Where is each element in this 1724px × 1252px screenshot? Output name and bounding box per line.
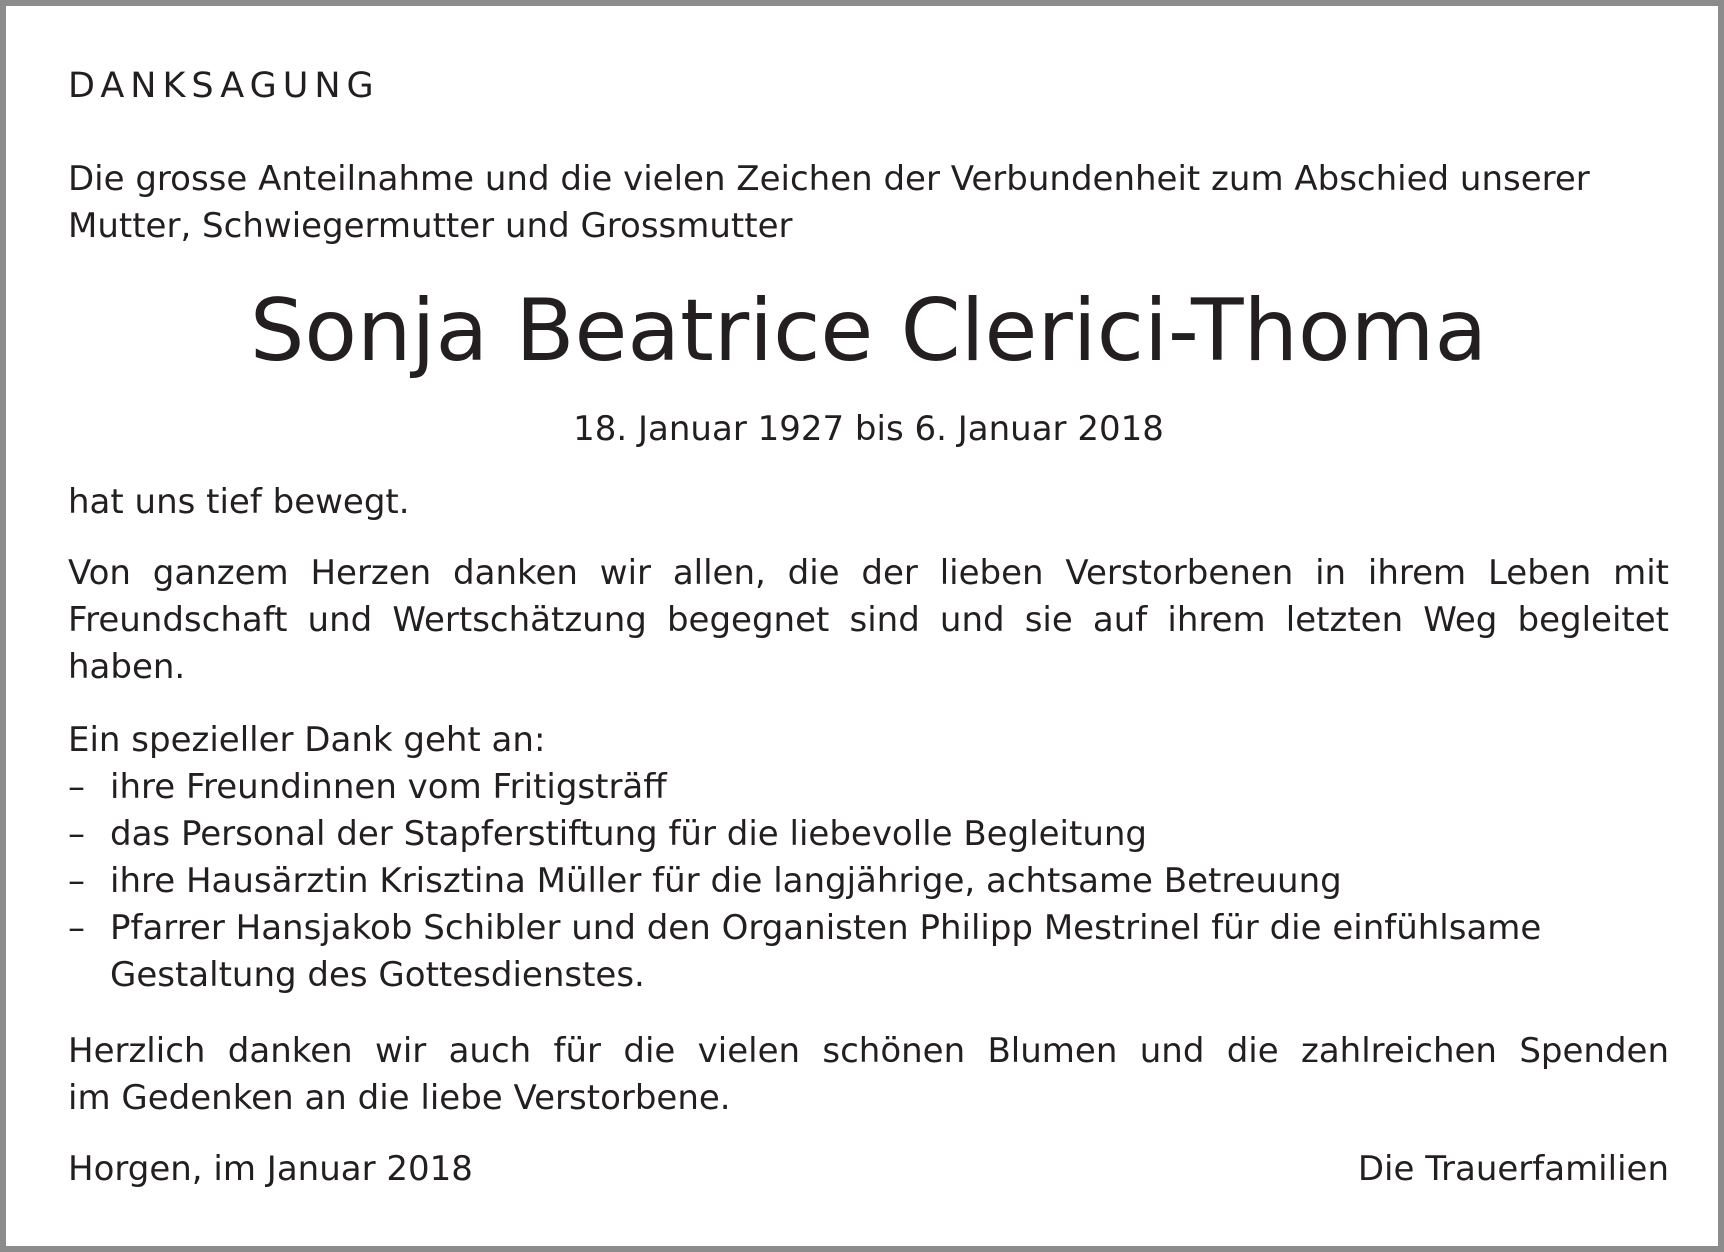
thanks-line: Von ganzem Herzen danken wir allen, die der lieben Verstorbenen in ihrem Leben mit [68, 553, 1669, 593]
intro-paragraph [68, 156, 1669, 250]
flowers-line: im Gedenken an die liebe Verstorbene. [68, 1078, 731, 1118]
flowers-line: Herzlich danken wir auch für die vielen schönen Blumen und die zahlreichen Spenden [68, 1031, 1669, 1071]
list-item [68, 858, 1669, 905]
thanks-paragraph [68, 550, 1669, 691]
deceased-name: Sonja Beatrice Clerici-Thoma [249, 281, 1488, 381]
list-item-text: Pfarrer Hansjakob Schibler und den Organisten Philipp Mestrinel für die einfühlsame [110, 908, 1542, 948]
list-item-text: Gestaltung des Gottesdienstes. [110, 955, 645, 995]
special-thanks-intro: Ein spezieller Dank geht an: [68, 720, 546, 760]
signature: Die Trauerfamilien [1357, 1149, 1669, 1189]
flowers-paragraph [68, 1028, 1669, 1122]
list-item [68, 811, 1669, 858]
place-date: Horgen, im Januar 2018 [68, 1149, 473, 1189]
dash-bullet: – [68, 767, 85, 807]
list-item [68, 764, 1669, 811]
thanks-line: Freundschaft und Wertschätzung begegnet sind und sie auf ihrem letzten Weg begleitet [68, 600, 1669, 640]
intro-line: Mutter, Schwiegermutter und Grossmutter [68, 206, 793, 246]
list-item-text: das Personal der Stapferstiftung für die liebevolle Begleitung [110, 814, 1147, 854]
life-dates: 18. Januar 1927 bis 6. Januar 2018 [573, 409, 1164, 449]
thanks-line: haben. [68, 647, 186, 687]
intro-line: Die grosse Anteilnahme und die vielen Zeichen der Verbundenheit zum Abschied unserer [68, 159, 1590, 199]
list-item-text: ihre Freundinnen vom Fritigsträff [110, 767, 667, 807]
dash-bullet: – [68, 814, 85, 854]
dash-bullet: – [68, 908, 85, 948]
dash-bullet: – [68, 861, 85, 901]
list-item [68, 905, 1669, 999]
moved-line: hat uns tief bewegt. [68, 482, 410, 522]
notice-heading: DANKSAGUNG [68, 66, 380, 106]
special-thanks-section [68, 717, 1669, 999]
list-item-text: ihre Hausärztin Krisztina Müller für die langjährige, achtsame Betreuung [110, 861, 1342, 901]
